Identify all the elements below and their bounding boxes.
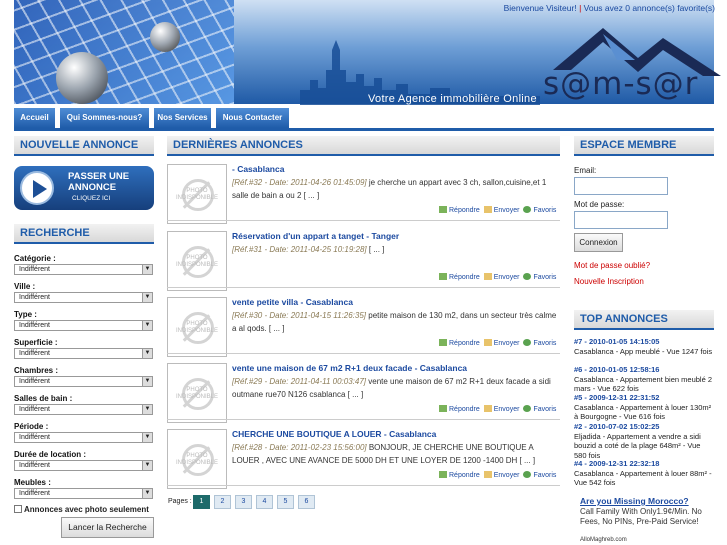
ad-separator xyxy=(167,419,560,420)
logo-text[interactable]: s@m-s@r xyxy=(543,66,699,102)
ad-description xyxy=(232,244,560,257)
photo-text: INDISPONIBLE xyxy=(175,394,218,400)
top-annonce-item[interactable] xyxy=(574,422,714,460)
espace-membre-header: ESPACE MEMBRE xyxy=(574,136,714,156)
top-annonce-item[interactable] xyxy=(574,365,714,394)
top-annonce-head: #7 - 2010-01-05 14:15:05 xyxy=(574,337,660,346)
send-link[interactable]: Envoyer xyxy=(493,207,520,214)
ad-actions xyxy=(435,405,556,413)
page-button[interactable]: 2 xyxy=(214,495,231,509)
ad-reference: [Réf.#29 - Date: 2011-04-11 00:03:47] xyxy=(232,377,367,386)
reply-link[interactable]: Répondre xyxy=(449,472,480,479)
filter-value: Indifférent xyxy=(19,378,51,385)
ad-url[interactable]: AlloMaghreb.com xyxy=(580,537,627,543)
signup-link[interactable]: Nouvelle Inscription xyxy=(574,277,644,286)
ad-description xyxy=(232,177,560,202)
dropdown-arrow-icon: ▼ xyxy=(142,461,152,470)
passer-annonce-button[interactable] xyxy=(14,166,154,210)
ad-separator xyxy=(167,485,560,486)
filter-value: Indifférent xyxy=(19,490,51,497)
filter-select[interactable] xyxy=(14,348,153,359)
photo-checkbox[interactable] xyxy=(14,505,22,513)
ad-reference: [Réf.#30 - Date: 2011-04-15 11:26:35] xyxy=(232,311,367,320)
send-link[interactable]: Envoyer xyxy=(493,274,520,281)
favorite-link[interactable]: Favoris xyxy=(533,207,557,214)
send-link[interactable]: Envoyer xyxy=(493,340,520,347)
filter-value: Indifférent xyxy=(19,294,51,301)
filter-select[interactable] xyxy=(14,460,153,471)
reply-icon xyxy=(439,339,447,346)
dropdown-arrow-icon: ▼ xyxy=(142,321,152,330)
ad-text: Call Family With Only1.9¢/Min. No Fees, No PINs, Pre-Paid Service! xyxy=(580,507,702,526)
favorite-add-icon xyxy=(523,206,531,213)
photo-text: INDISPONIBLE xyxy=(175,328,218,334)
ad-thumbnail[interactable] xyxy=(167,231,227,291)
connexion-button[interactable]: Connexion xyxy=(574,233,623,252)
top-annonce-head: #6 - 2010-01-05 12:58:16 xyxy=(574,365,660,374)
ad-title-link[interactable]: vente petite villa - Casablanca xyxy=(232,297,353,307)
favorites-link[interactable]: Vous avez 0 annonce(s) favorite(s) xyxy=(583,3,715,13)
nav-nous-contacter[interactable]: Nous Contacter xyxy=(216,108,290,128)
ad-separator xyxy=(167,287,560,288)
ad-title-link[interactable]: vente une maison de 67 m2 R+1 deux facade - Casablanca xyxy=(232,363,468,373)
password-label: Mot de passe: xyxy=(574,200,625,209)
photo-text: PHOTO xyxy=(186,453,208,459)
ad-actions xyxy=(435,206,556,214)
filter-value: Indifférent xyxy=(19,322,51,329)
filter-select[interactable] xyxy=(14,488,153,499)
page-button[interactable]: 6 xyxy=(298,495,315,509)
recherche-header: RECHERCHE xyxy=(14,224,154,244)
top-annonces-header: TOP ANNONCES xyxy=(574,310,714,330)
top-status-line xyxy=(504,3,715,13)
ad-reference: [Réf.#28 - Date: 2011-02-23 15:56:00] xyxy=(232,443,367,452)
send-link[interactable]: Envoyer xyxy=(493,472,520,479)
ad-reference: [Réf.#32 - Date: 2011-04-26 01:45:09] xyxy=(232,178,367,187)
nav-qui-sommes-nous[interactable]: Qui Sommes-nous? xyxy=(60,108,150,128)
page-button[interactable]: 1 xyxy=(193,495,210,509)
filter-label: Type : xyxy=(14,310,37,319)
favorite-link[interactable]: Favoris xyxy=(533,274,557,281)
top-annonce-item[interactable] xyxy=(574,459,714,488)
filter-value: Indifférent xyxy=(19,434,51,441)
photo-text: INDISPONIBLE xyxy=(175,262,218,268)
reply-icon xyxy=(439,405,447,412)
dropdown-arrow-icon: ▼ xyxy=(142,349,152,358)
forgot-password-link[interactable]: Mot de passe oublié? xyxy=(574,261,651,270)
photo-checkbox-label: Annonces avec photo seulement xyxy=(24,505,149,514)
envelope-icon xyxy=(484,471,492,478)
dropdown-arrow-icon: ▼ xyxy=(142,405,152,414)
filter-value: Indifférent xyxy=(19,406,51,413)
separator: | xyxy=(579,3,582,13)
reply-icon xyxy=(439,206,447,213)
ad-title-link[interactable]: - Casablanca xyxy=(232,164,285,174)
ad-thumbnail[interactable] xyxy=(167,363,227,423)
favorite-link[interactable]: Favoris xyxy=(533,340,557,347)
filter-select[interactable] xyxy=(14,320,153,331)
welcome-text: Bienvenue Visiteur! xyxy=(503,3,577,13)
top-annonce-head: #2 - 2010-07-02 15:02:25 xyxy=(574,422,660,431)
filter-select[interactable] xyxy=(14,432,153,443)
dropdown-arrow-icon: ▼ xyxy=(142,433,152,442)
photo-checkbox-row[interactable] xyxy=(14,505,149,514)
top-annonce-item[interactable] xyxy=(574,337,714,356)
dropdown-arrow-icon: ▼ xyxy=(142,293,152,302)
ad-text: BONJOUR, JE CHERCHE UNE BOUTIQUE A LOUER , AVEC UNE AVANCE DE 5000 DH ET UNE LOYER DE 1200 -1400 DH [ ... ] xyxy=(232,443,536,465)
ad-title-link[interactable]: Réservation d'un appart a tanget - Tanger xyxy=(232,231,400,241)
ad-text: petite maison de 130 m2, dans un secteur très calme a al qods. [ ... ] xyxy=(232,311,557,333)
photo-text: INDISPONIBLE xyxy=(175,195,218,201)
filter-select[interactable] xyxy=(14,376,153,387)
filter-label: Chambres : xyxy=(14,366,59,375)
reply-link[interactable]: Répondre xyxy=(449,207,480,214)
reply-icon xyxy=(439,471,447,478)
dernieres-annonces-header: DERNIÈRES ANNONCES xyxy=(167,136,560,156)
envelope-icon xyxy=(484,273,492,280)
envelope-icon xyxy=(484,405,492,412)
passer-line2: ANNONCE xyxy=(68,182,117,193)
ad-text: vente une maison de 67 m2 R+1 deux facade a sidi outmane rue70 N126 csablanca [ ... ] xyxy=(232,377,551,399)
photo-text: PHOTO xyxy=(186,387,208,393)
photo-text: PHOTO xyxy=(186,255,208,261)
top-annonce-text: Casablanca - Appartement à louer 88m² - Vue 542 fois xyxy=(574,468,712,487)
dropdown-arrow-icon: ▼ xyxy=(142,377,152,386)
reply-icon xyxy=(439,273,447,280)
nav-accueil[interactable]: Accueil xyxy=(14,108,56,128)
password-field[interactable] xyxy=(574,211,668,229)
top-annonce-text: Eljadida - Appartement a vendre a sidi bouzid a coté de la plage 648m² - Vue 580 fois xyxy=(574,431,701,460)
favorite-add-icon xyxy=(523,273,531,280)
filter-select[interactable] xyxy=(14,264,153,275)
nouvelle-annonce-header: NOUVELLE ANNONCE xyxy=(14,136,154,156)
email-label: Email: xyxy=(574,166,597,175)
send-link[interactable]: Envoyer xyxy=(493,406,520,413)
ad-actions xyxy=(435,339,556,347)
top-annonce-text: Casablanca - Appartement bien meublé 2 mars - Vue 622 fois xyxy=(574,374,713,393)
filter-value: Indifférent xyxy=(19,462,51,469)
photo-text: PHOTO xyxy=(186,188,208,194)
top-annonce-item[interactable] xyxy=(574,393,714,422)
reply-link[interactable]: Répondre xyxy=(449,406,480,413)
photo-text: PHOTO xyxy=(186,321,208,327)
page-button[interactable]: 5 xyxy=(277,495,294,509)
dropdown-arrow-icon: ▼ xyxy=(142,265,152,274)
ad-actions xyxy=(435,273,556,281)
reply-link[interactable]: Répondre xyxy=(449,274,480,281)
top-annonce-text: Casablanca - App meublé - Vue 1247 fois xyxy=(574,346,713,356)
email-field[interactable] xyxy=(574,177,668,195)
top-annonce-head: #4 - 2009-12-31 22:32:18 xyxy=(574,459,660,468)
top-annonce-text: Casablanca - Appartement à louer 130m² à Bourgogne - Vue 616 fois xyxy=(574,402,712,421)
reply-link[interactable]: Répondre xyxy=(449,340,480,347)
page-button[interactable]: 3 xyxy=(235,495,252,509)
favorite-link[interactable]: Favoris xyxy=(533,472,557,479)
ad-description xyxy=(232,376,560,401)
sphere-small-image xyxy=(150,22,180,52)
pages-label: Pages : xyxy=(168,498,192,505)
filter-select[interactable] xyxy=(14,404,153,415)
ad-thumbnail[interactable] xyxy=(167,164,227,224)
dropdown-arrow-icon: ▼ xyxy=(142,489,152,498)
passer-line1: PASSER UNE xyxy=(68,171,130,182)
favorite-add-icon xyxy=(523,405,531,412)
envelope-icon xyxy=(484,206,492,213)
glass-building-image xyxy=(14,0,234,104)
ad-description xyxy=(232,442,560,467)
photo-text: INDISPONIBLE xyxy=(175,460,218,466)
envelope-icon xyxy=(484,339,492,346)
passer-line3: CLIQUEZ ICI xyxy=(72,195,111,202)
ad-description xyxy=(232,310,560,335)
ad-thumbnail[interactable] xyxy=(167,429,227,489)
favorite-link[interactable]: Favoris xyxy=(533,406,557,413)
banner xyxy=(0,0,727,107)
sphere-image xyxy=(56,52,108,104)
ad-title-link[interactable]: Are you Missing Morocco? xyxy=(580,496,689,506)
favorite-add-icon xyxy=(523,339,531,346)
top-annonce-head: #5 - 2009-12-31 22:31:52 xyxy=(574,393,660,402)
filter-label: Période : xyxy=(14,422,49,431)
ad-separator xyxy=(167,353,560,354)
ad-actions xyxy=(435,471,556,479)
ad-reference: [Réf.#31 - Date: 2011-04-25 10:19:28] xyxy=(232,245,367,254)
filter-select[interactable] xyxy=(14,292,153,303)
ad-text: [ ... ] xyxy=(366,245,385,254)
filter-label: Catégorie : xyxy=(14,254,56,263)
ad-separator xyxy=(167,220,560,221)
filter-label: Ville : xyxy=(14,282,36,291)
slogan: Votre Agence immobilière Online xyxy=(368,93,537,105)
filter-label: Salles de bain : xyxy=(14,394,73,403)
ad-thumbnail[interactable] xyxy=(167,297,227,357)
filter-value: Indifférent xyxy=(19,350,51,357)
play-icon xyxy=(20,171,54,205)
filter-label: Meubles : xyxy=(14,478,51,487)
filter-label: Superficie : xyxy=(14,338,58,347)
filter-label: Durée de location : xyxy=(14,450,87,459)
search-button[interactable]: Lancer la Recherche xyxy=(61,517,154,538)
page-button[interactable]: 4 xyxy=(256,495,273,509)
filter-value: Indifférent xyxy=(19,266,51,273)
favorite-add-icon xyxy=(523,471,531,478)
nav-underline xyxy=(14,128,714,131)
ad-title-link[interactable]: CHERCHE UNE BOUTIQUE A LOUER - Casablanca xyxy=(232,429,437,439)
nav-nos-services[interactable]: Nos Services xyxy=(154,108,212,128)
ad-text: je cherche un appart avec 3 ch, sallon,cuisine,et 1 salle de bain a ou 2 [ ... ] xyxy=(232,178,547,200)
